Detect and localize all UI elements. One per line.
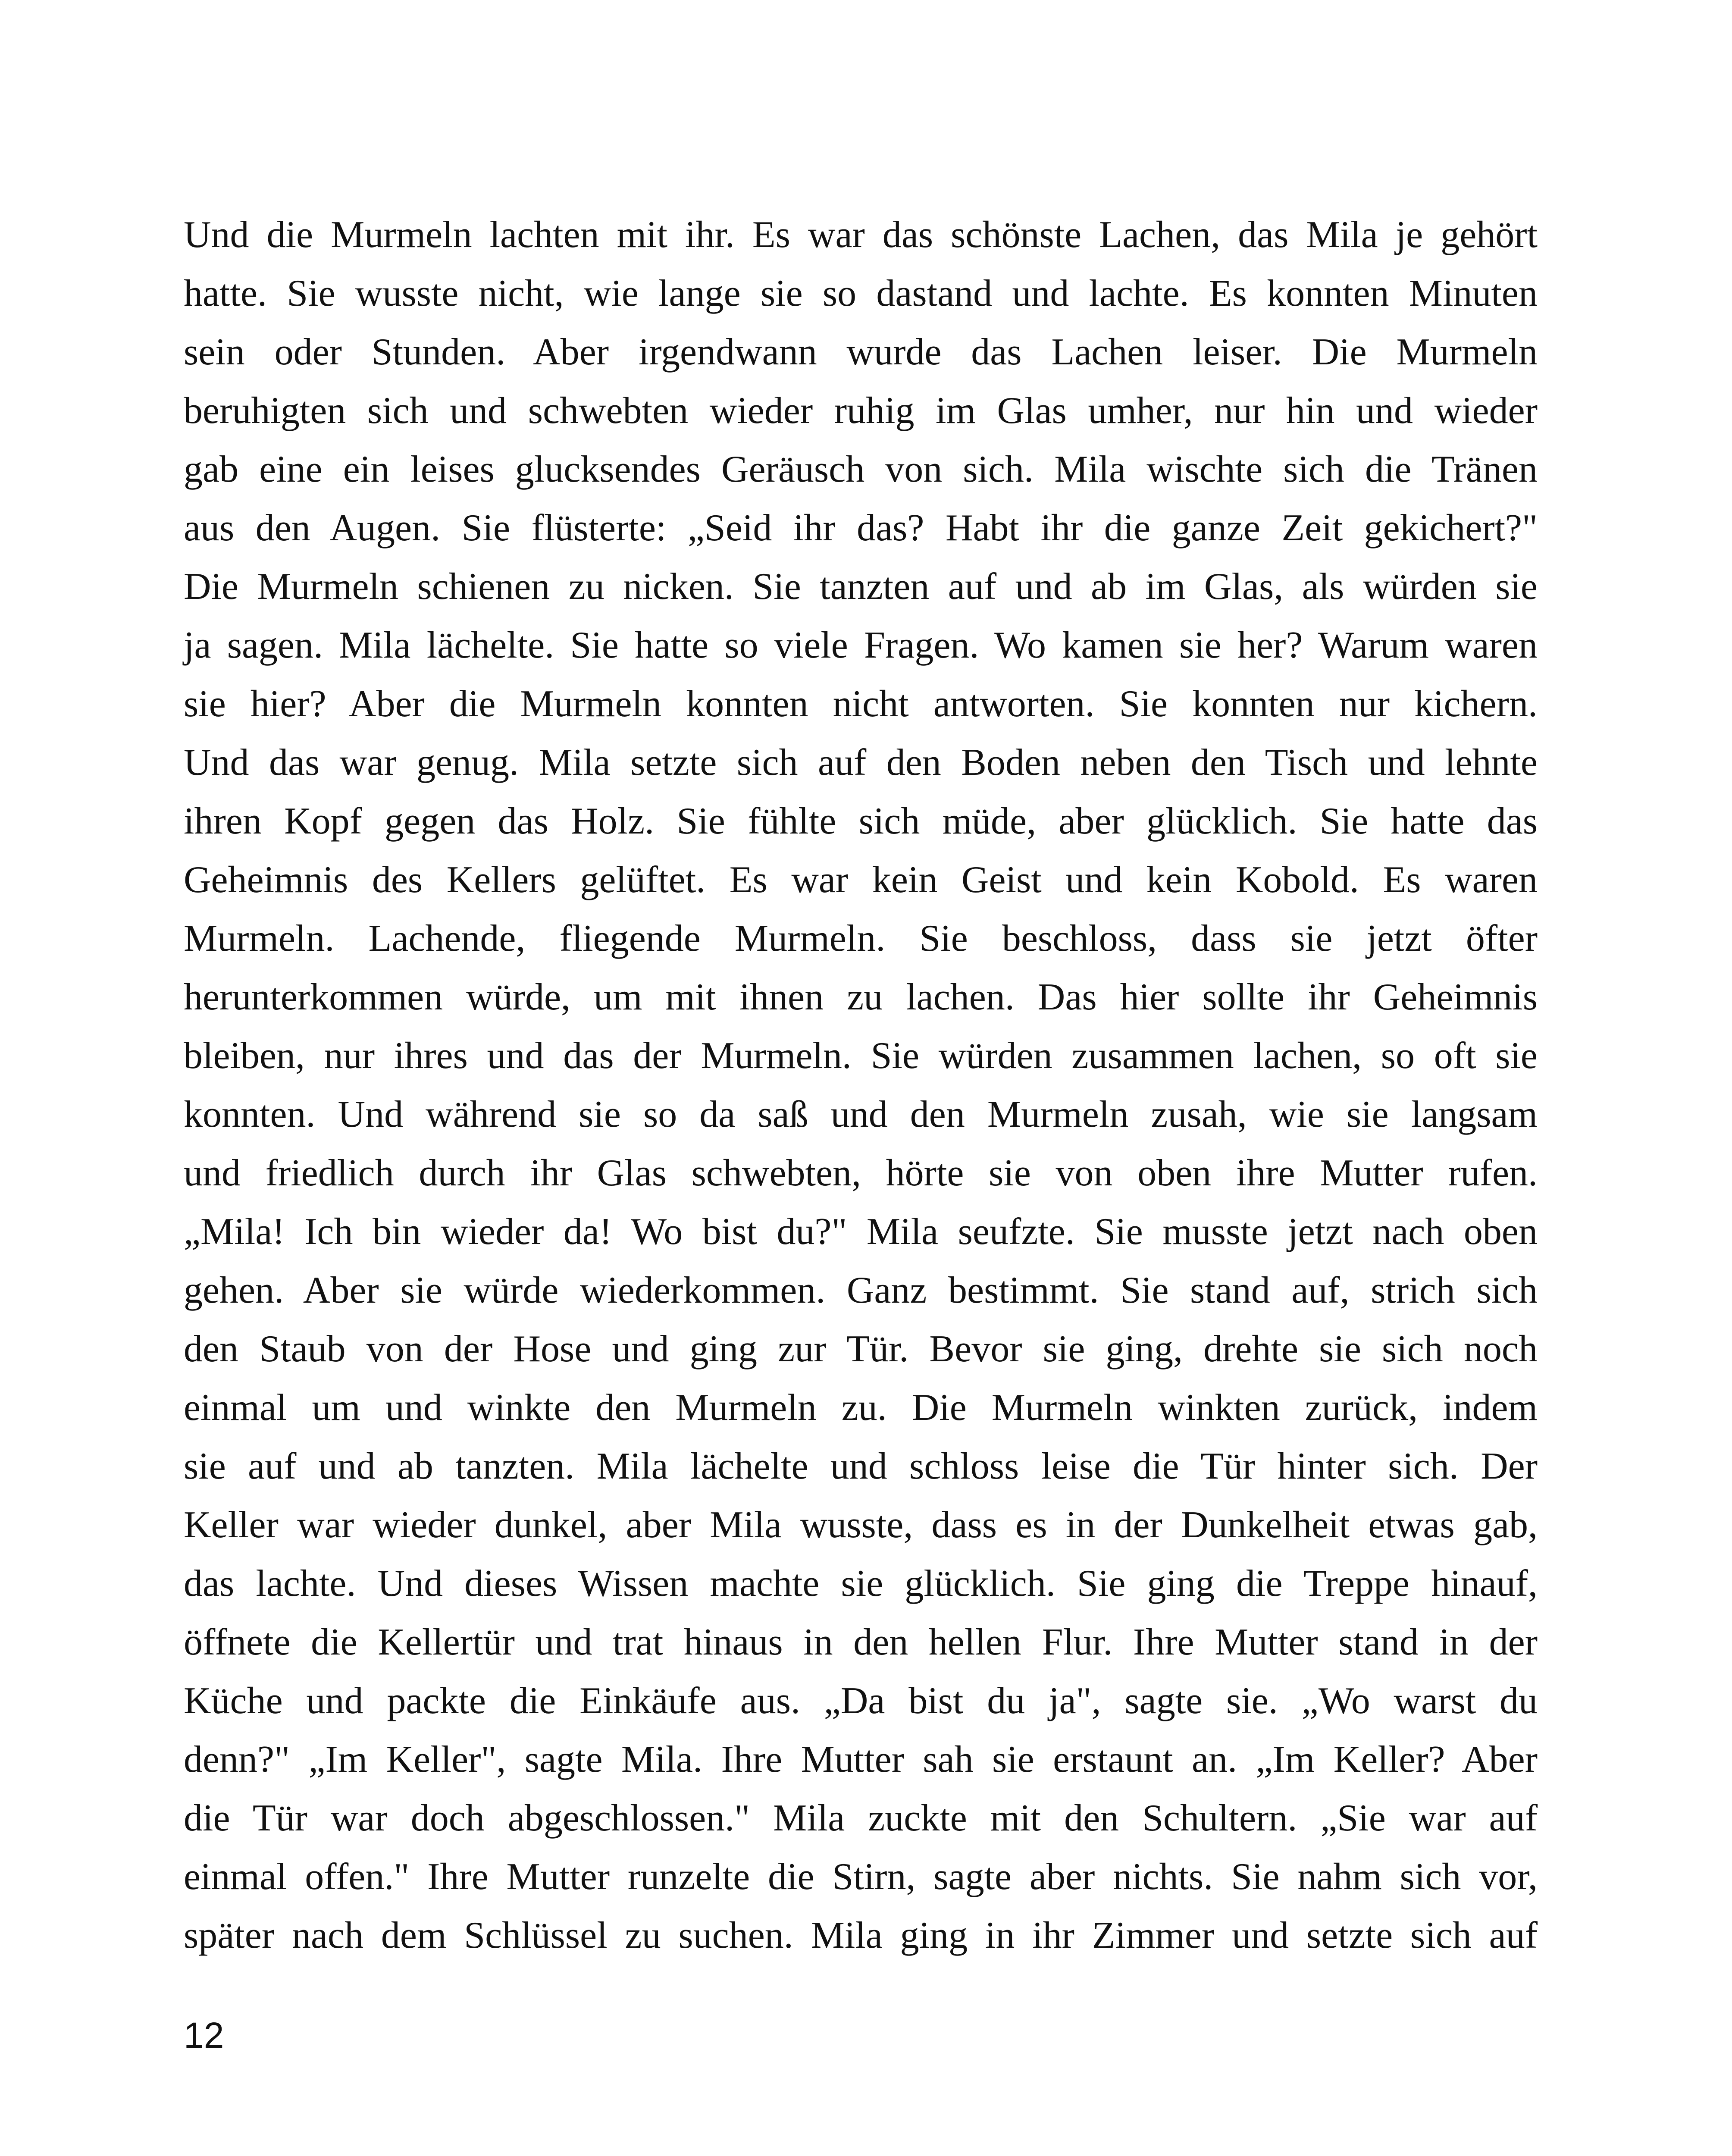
text-line: den Staub von der Hose und ging zur Tür. Bevor sie ging, drehte sie sich noch — [184, 1328, 1538, 1370]
text-line: gab eine ein leises glucksendes Geräusch von sich. Mila wischte sich die Tränen — [184, 448, 1538, 490]
text-line: und friedlich durch ihr Glas schwebten, hörte sie von oben ihre Mutter rufen. — [184, 1152, 1538, 1194]
text-line: denn?" „Im Keller", sagte Mila. Ihre Mutter sah sie erstaunt an. „Im Keller? Aber — [184, 1739, 1538, 1780]
text-line: die Tür war doch abgeschlossen." Mila zuckte mit den Schultern. „Sie war auf — [184, 1797, 1538, 1839]
text-line: Geheimnis des Kellers gelüftet. Es war kein Geist und kein Kobold. Es waren — [184, 859, 1538, 901]
text-line: Murmeln. Lachende, fliegende Murmeln. Sie beschloss, dass sie jetzt öfter — [184, 918, 1538, 959]
text-line: das lachte. Und dieses Wissen machte sie glücklich. Sie ging die Treppe hinauf, — [184, 1563, 1538, 1604]
text-line: ja sagen. Mila lächelte. Sie hatte so viele Fragen. Wo kamen sie her? Warum waren — [184, 624, 1538, 666]
text-line: beruhigten sich und schwebten wieder ruhig im Glas umher, nur hin und wieder — [184, 390, 1538, 432]
text-line: Die Murmeln schienen zu nicken. Sie tanzten auf und ab im Glas, als würden sie — [184, 566, 1538, 608]
body-text — [184, 206, 1538, 1965]
text-line: Küche und packte die Einkäufe aus. „Da bist du ja", sagte sie. „Wo warst du — [184, 1680, 1538, 1722]
text-line: herunterkommen würde, um mit ihnen zu lachen. Das hier sollte ihr Geheimnis — [184, 976, 1538, 1018]
text-line: Und das war genug. Mila setzte sich auf den Boden neben den Tisch und lehnte — [184, 742, 1538, 783]
text-line: gehen. Aber sie würde wiederkommen. Ganz bestimmt. Sie stand auf, strich sich — [184, 1269, 1538, 1311]
text-line: bleiben, nur ihres und das der Murmeln. Sie würden zusammen lachen, so oft sie — [184, 1035, 1538, 1077]
text-line: öffnete die Kellertür und trat hinaus in den hellen Flur. Ihre Mutter stand in der — [184, 1621, 1538, 1663]
text-line: hatte. Sie wusste nicht, wie lange sie so dastand und lachte. Es konnten Minuten — [184, 273, 1538, 314]
page-number: 12 — [184, 2015, 224, 2056]
text-line: aus den Augen. Sie flüsterte: „Seid ihr das? Habt ihr die ganze Zeit gekichert?" — [184, 507, 1538, 549]
text-line: sie auf und ab tanzten. Mila lächelte und schloss leise die Tür hinter sich. Der — [184, 1445, 1538, 1487]
text-line: einmal um und winkte den Murmeln zu. Die Murmeln winkten zurück, indem — [184, 1387, 1538, 1429]
text-line: sie hier? Aber die Murmeln konnten nicht antworten. Sie konnten nur kichern. — [184, 683, 1538, 725]
text-line: einmal offen." Ihre Mutter runzelte die Stirn, sagte aber nichts. Sie nahm sich vor, — [184, 1856, 1538, 1898]
text-line: konnten. Und während sie so da saß und den Murmeln zusah, wie sie langsam — [184, 1094, 1538, 1135]
text-line: Und die Murmeln lachten mit ihr. Es war das schönste Lachen, das Mila je gehört — [184, 214, 1538, 256]
text-line: ihren Kopf gegen das Holz. Sie fühlte sich müde, aber glücklich. Sie hatte das — [184, 800, 1538, 842]
text-line: Keller war wieder dunkel, aber Mila wusste, dass es in der Dunkelheit etwas gab, — [184, 1504, 1538, 1546]
text-line: später nach dem Schlüssel zu suchen. Mila ging in ihr Zimmer und setzte sich auf — [184, 1915, 1538, 1956]
text-line: sein oder Stunden. Aber irgendwann wurde das Lachen leiser. Die Murmeln — [184, 331, 1538, 373]
text-line: „Mila! Ich bin wieder da! Wo bist du?" Mila seufzte. Sie musste jetzt nach oben — [184, 1211, 1538, 1253]
